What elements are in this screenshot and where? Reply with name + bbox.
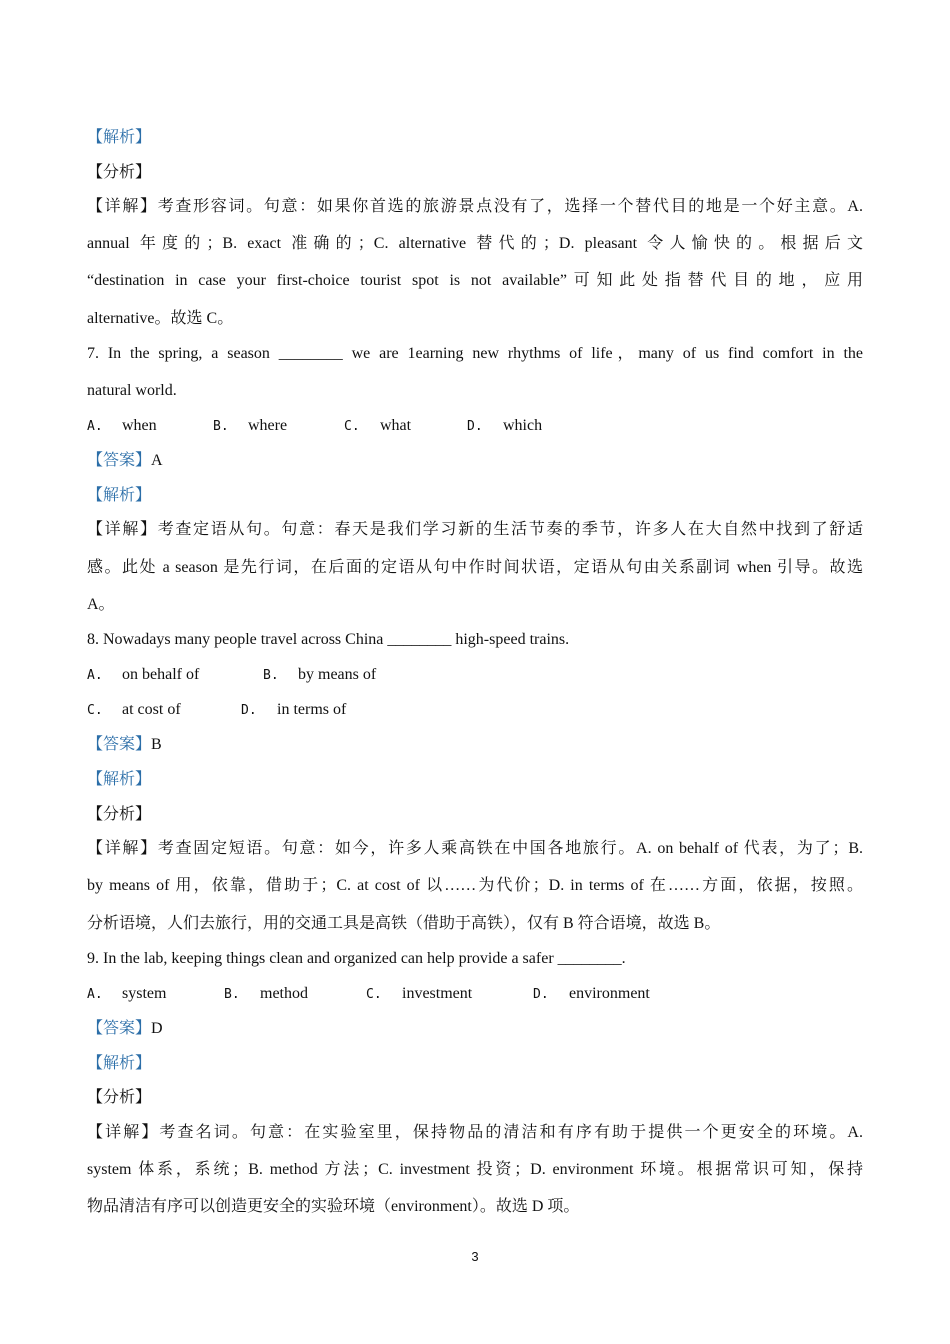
question-stem: 9. In the lab, keeping things clean and organized can help provide a safer ________. (87, 950, 626, 967)
analysis-tag: 【解析】 (87, 129, 152, 146)
detail-line: 【详解】考查名词。句意：在实验室里，保持物品的清洁和有序有助于提供一个更安全的环境。A. (87, 1124, 863, 1141)
option-c: C. (366, 987, 382, 1002)
option-c-text: what (380, 417, 412, 434)
detail-tag: 【详解】 (87, 521, 158, 538)
detail-line: 【详解】考查形容词。句意：如果你首选的旅游景点没有了，选择一个替代目的地是一个好主意。A. (87, 198, 863, 215)
option-b: B. (263, 668, 279, 683)
option-b-text: by means of (298, 666, 377, 683)
answer-line (87, 1019, 863, 1039)
option-c-text: at cost of (122, 701, 181, 718)
detail-line: 【详解】考查固定短语。句意：如今，许多人乘高铁在中国各地旅行。A. on behalf of 代表，为了；B. (87, 840, 863, 857)
question-stem: natural world. (87, 382, 177, 399)
option-a-text: when (122, 417, 157, 434)
option-b: B. (224, 987, 240, 1002)
option-a-text: on behalf of (122, 666, 200, 683)
question-stem: 8. Nowadays many people travel across China ________ high-speed trains. (87, 631, 570, 648)
detail-tag: 【详解】 (87, 1124, 160, 1141)
detail-line: 分析语境，人们去旅行，用的交通工具是高铁（借助于高铁），仅有 B 符合语境，故选 B。 (87, 915, 721, 932)
option-d: D. (241, 703, 257, 718)
detail-line: A。 (87, 596, 115, 613)
analysis-tag: 【解析】 (87, 771, 152, 788)
option-c: C. (344, 419, 360, 434)
option-d: D. (467, 419, 483, 434)
answer-line (87, 735, 863, 755)
detail-line: system 体系，系统；B. method 方法；C. investment 投资；D. environment 环境。根据常识可知，保持 (87, 1161, 863, 1178)
answer-line (87, 451, 863, 471)
option-b-text: method (260, 985, 308, 1002)
detail-line: annual 年度的；B. exact 准确的；C. alternative 替代的；D. pleasant 令人愉快的。根据后文 (87, 235, 863, 252)
answer-value: D (151, 1020, 163, 1037)
detail-line: 物品清洁有序可以创造更安全的实验环境（environment）。故选 D 项。 (87, 1198, 580, 1215)
detail-line: alternative。故选 C。 (87, 310, 234, 327)
detail-tag: 【详解】 (87, 198, 158, 215)
answer-value: A (151, 452, 163, 469)
analysis-tag: 【解析】 (87, 1055, 152, 1072)
answer-value: B (151, 736, 162, 753)
option-b-text: where (248, 417, 288, 434)
detail-line: 【详解】考查定语从句。句意：春天是我们学习新的生活节奏的季节，许多人在大自然中找到了舒适 (87, 521, 863, 538)
question-stem: 7. In the spring, a season ________ we are 1earning new rhythms of life，many of us find comfort in the (87, 345, 863, 362)
option-a: A. (87, 987, 103, 1002)
detail-line: by means of 用，依靠，借助于；C. at cost of 以……为代价；D. in terms of 在……方面，依据，按照。 (87, 877, 863, 894)
option-d-text: environment (569, 985, 650, 1002)
option-c-text: investment (402, 985, 473, 1002)
option-d-text: in terms of (277, 701, 347, 718)
option-a-text: system (122, 985, 167, 1002)
fenxi-tag: 【分析】 (87, 806, 152, 823)
option-a: A. (87, 419, 103, 434)
fenxi-tag: 【分析】 (87, 1089, 152, 1106)
page-number: 3 (471, 1249, 479, 1264)
detail-tag: 【详解】 (87, 840, 158, 857)
fenxi-tag: 【分析】 (87, 164, 152, 181)
answer-tag: 【答案】 (87, 736, 152, 753)
answer-tag: 【答案】 (87, 1020, 152, 1037)
detail-line: 感。此处 a season 是先行词，在后面的定语从句中作时间状语，定语从句由关系副词 when 引导。故选 (87, 559, 863, 576)
answer-tag: 【答案】 (87, 452, 152, 469)
option-b: B. (213, 419, 229, 434)
option-d-text: which (503, 417, 543, 434)
option-a: A. (87, 668, 103, 683)
detail-line: “destination in case your first-choice tourist spot is not available”可知此处指替代目的地，应用 (87, 272, 863, 289)
option-c: C. (87, 703, 103, 718)
option-d: D. (533, 987, 549, 1002)
analysis-tag: 【解析】 (87, 487, 152, 504)
